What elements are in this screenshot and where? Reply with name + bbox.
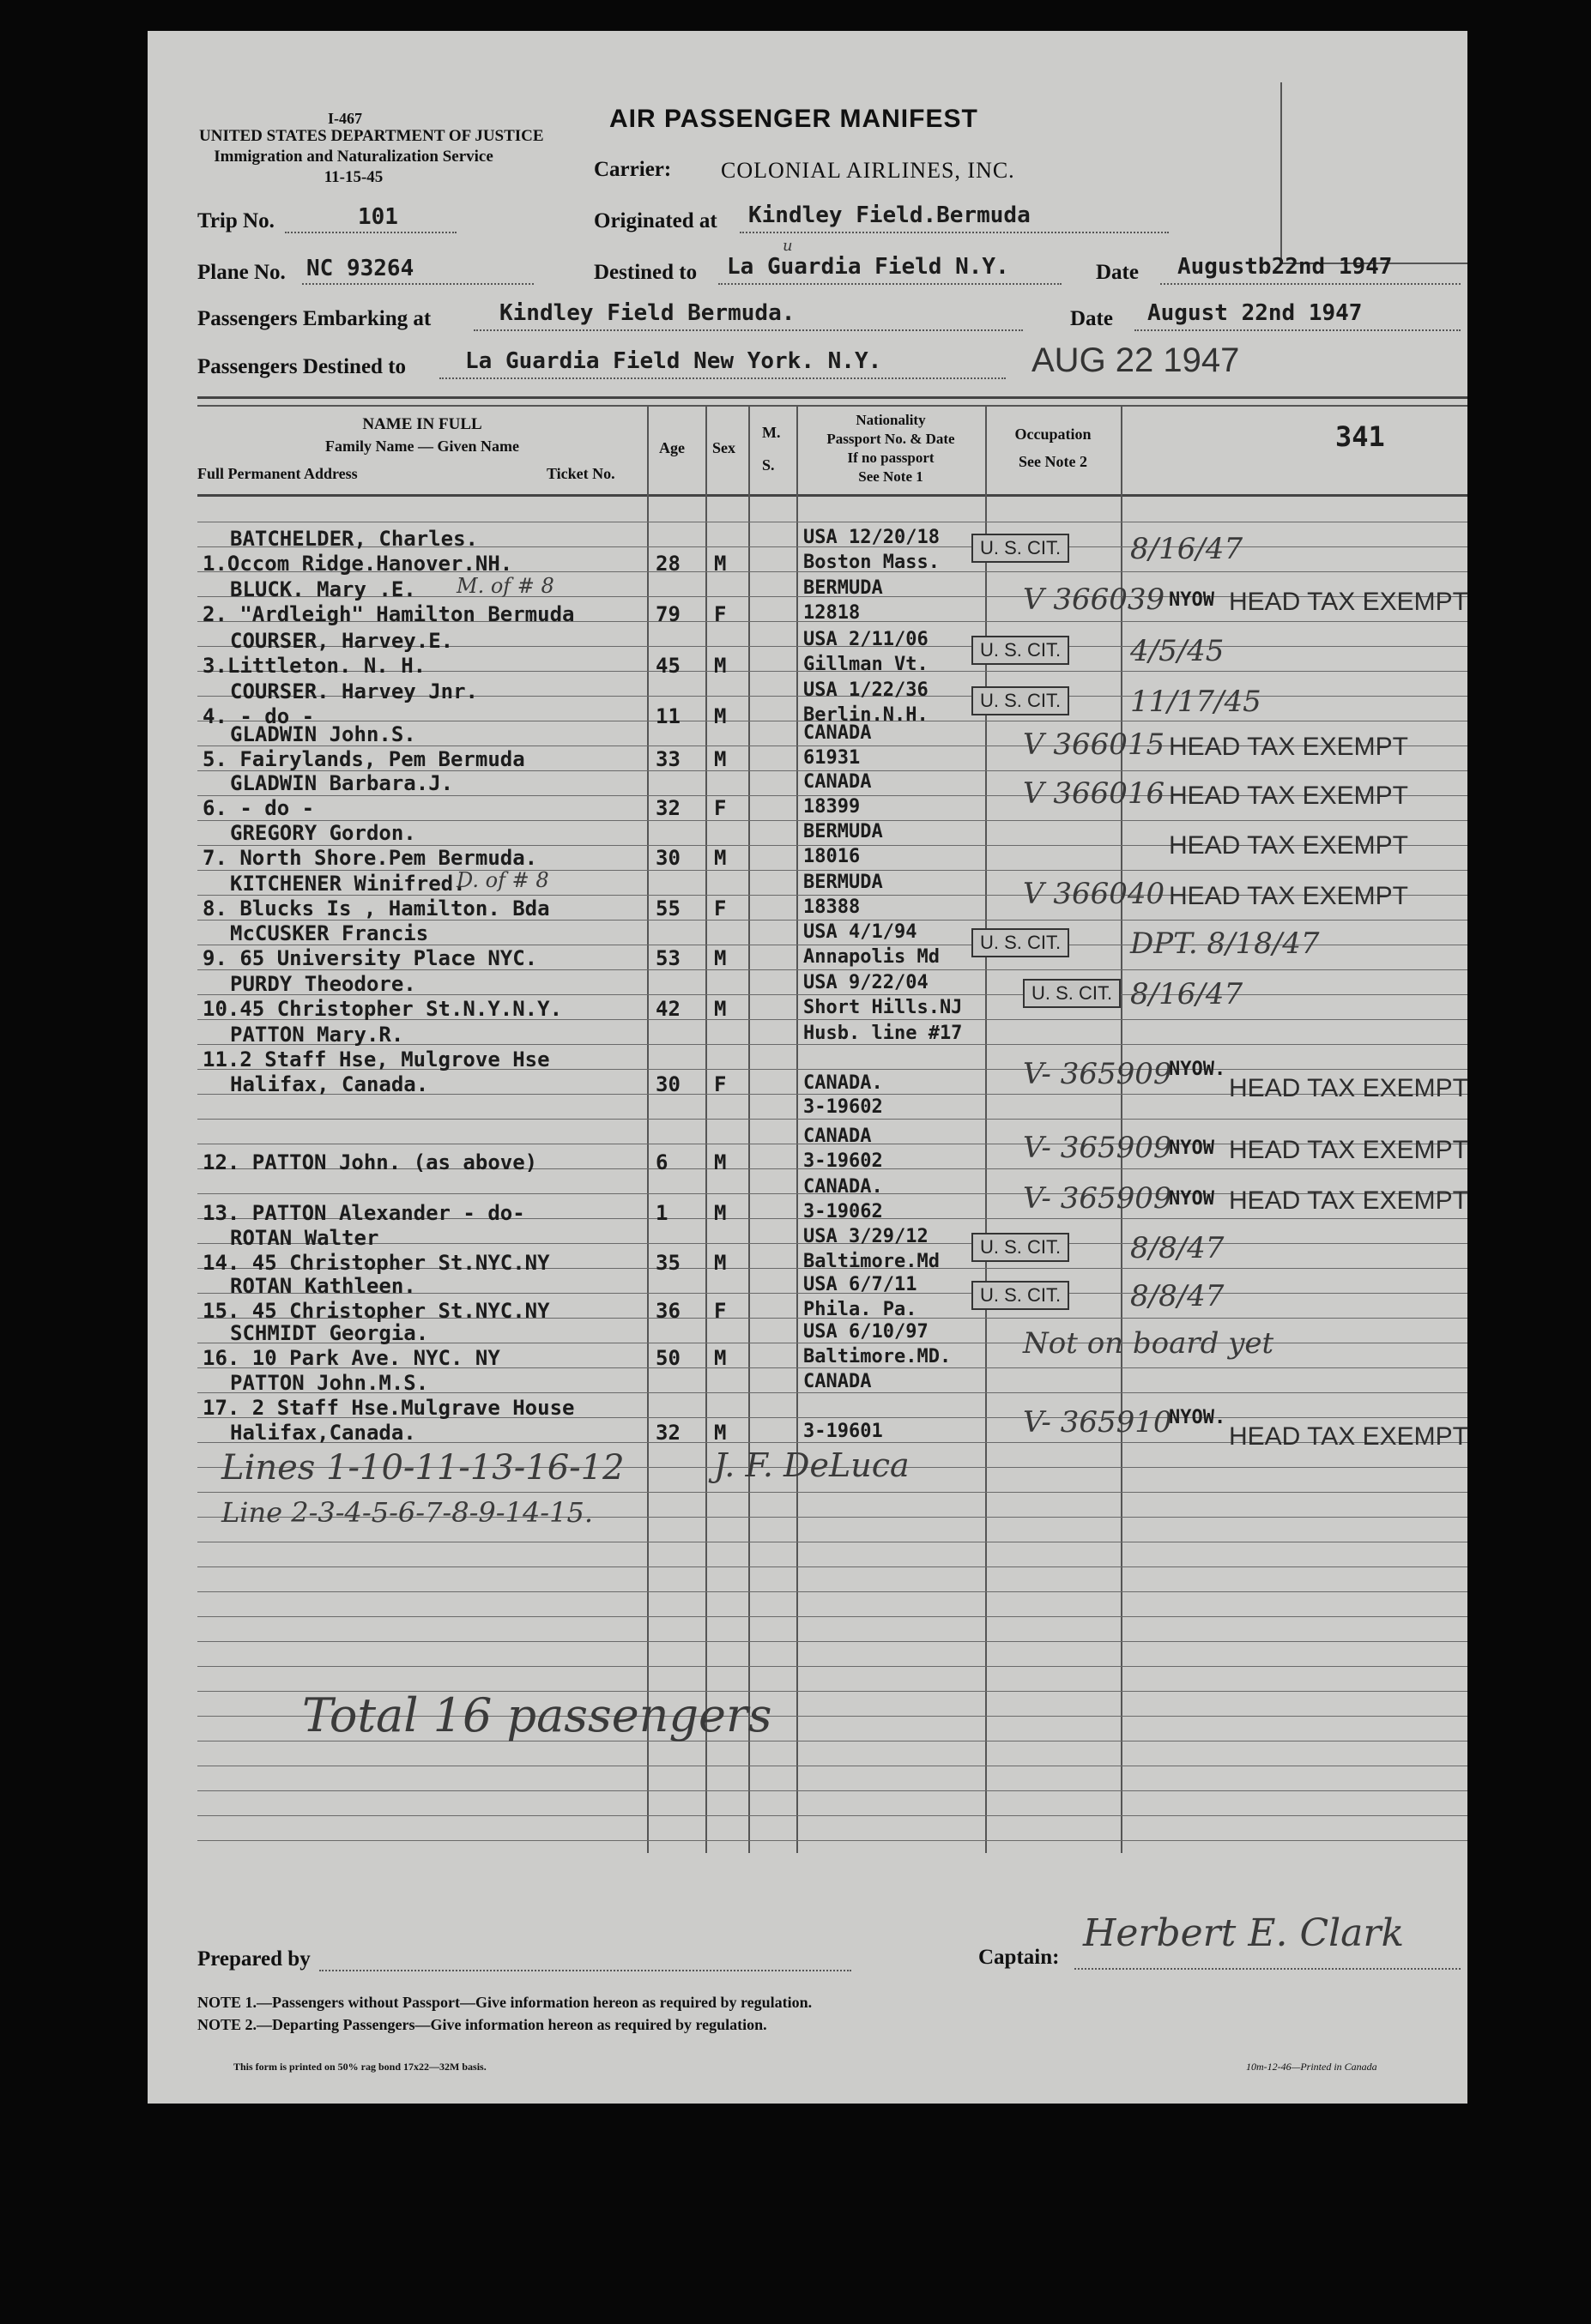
passenger-sex: F <box>714 1072 727 1096</box>
passenger-name: KITCHENER Winifred. <box>230 872 466 896</box>
col-ms: M. <box>762 424 781 441</box>
passenger-sex: M <box>714 1251 727 1275</box>
passenger-address: 17. 2 Staff Hse.Mulgrave House <box>203 1396 575 1420</box>
nationality: CANADA <box>803 1126 872 1147</box>
page-title: AIR PASSENGER MANIFEST <box>609 105 978 133</box>
passenger-name: PATTON John.M.S. <box>230 1371 429 1395</box>
handwritten-record: V 366039 <box>1023 583 1165 617</box>
prepared-underline <box>319 1970 851 1971</box>
passenger-address: 9. 65 University Place NYC. <box>203 946 538 970</box>
passenger-sex: F <box>714 602 727 626</box>
nationality: USA 6/10/97 <box>803 1321 929 1343</box>
dest-value: La Guardia Field New York. N.Y. <box>465 348 882 374</box>
passenger-age: 1 <box>656 1201 668 1225</box>
passenger-sex: M <box>714 997 727 1021</box>
passenger-sex: M <box>714 1346 727 1370</box>
destined-value: La Guardia Field N.Y. <box>727 254 1009 280</box>
print-info: This form is printed on 50% rag bond 17x22—32M basis. <box>233 2061 487 2073</box>
note-2: NOTE 2.—Departing Passengers—Give information hereon as required by regulation. <box>197 2016 767 2033</box>
nationality: BERMUDA <box>803 577 883 599</box>
nationality: CANADA <box>803 722 872 744</box>
handwritten-record: 8/16/47 <box>1130 977 1243 1011</box>
passport-info: 18016 <box>803 846 861 867</box>
handwritten-record: 8/8/47 <box>1130 1231 1225 1265</box>
passport-info: Baltimore.MD. <box>803 1346 952 1367</box>
trip-underline <box>285 232 457 233</box>
passenger-name: GLADWIN John.S. <box>230 722 416 746</box>
head-tax-exempt-stamp: HEAD TAX EXEMPT <box>1229 1422 1468 1451</box>
plane-label: Plane No. <box>197 261 286 284</box>
passenger-name: BATCHELDER, Charles. <box>230 527 478 551</box>
passport-info: 3-19602 <box>803 1150 883 1172</box>
passenger-name: SCHMIDT Georgia. <box>230 1321 429 1345</box>
ruled-line <box>197 1641 1467 1642</box>
passenger-address: 16. 10 Park Ave. NYC. NY <box>203 1346 500 1370</box>
col-divider-ms <box>748 405 750 1853</box>
plane-underline <box>302 283 534 285</box>
passenger-age: 50 <box>656 1346 681 1370</box>
ruled-line <box>197 1790 1467 1791</box>
nationality: CANADA. <box>803 1176 883 1198</box>
passenger-name: ROTAN Kathleen. <box>230 1274 416 1298</box>
passenger-age: 30 <box>656 846 681 870</box>
head-tax-exempt-stamp: HEAD TAX EXEMPT <box>1169 782 1408 810</box>
passenger-address: 11.2 Staff Hse, Mulgrove Hse <box>203 1047 550 1071</box>
col-divider-remarks <box>1121 405 1122 1853</box>
print-origin: 10m-12-46—Printed in Canada <box>1246 2061 1377 2073</box>
passenger-address: 3.Littleton. N. H. <box>203 654 426 678</box>
passenger-address: 14. 45 Christopher St.NYC.NY <box>203 1251 550 1275</box>
passenger-sex: M <box>714 704 727 728</box>
total-passengers: Total 16 passengers <box>302 1688 772 1742</box>
us-citizen-stamp: U. S. CIT. <box>1023 979 1121 1008</box>
col-sex: Sex <box>712 439 735 456</box>
passport-info: 18399 <box>803 796 861 818</box>
passenger-age: 11 <box>656 704 681 728</box>
head-tax-exempt-stamp: HEAD TAX EXEMPT <box>1229 1186 1468 1215</box>
passport-info: Short Hills.NJ <box>803 997 963 1018</box>
carrier-value: COLONIAL AIRLINES, INC. <box>721 158 1015 183</box>
trip-value: 101 <box>358 204 398 230</box>
passenger-name: PURDY Theodore. <box>230 972 416 996</box>
passenger-age: 53 <box>656 946 681 970</box>
col-divider-occ <box>985 405 987 1853</box>
passport-info: Berlin.N.H. <box>803 704 929 726</box>
passenger-sex: M <box>714 1201 727 1225</box>
col-nat4: See Note 1 <box>858 468 923 485</box>
handwritten-record: 8/8/47 <box>1130 1279 1225 1313</box>
col-divider-age <box>647 405 649 1853</box>
passenger-address: 7. North Shore.Pem Bermuda. <box>203 846 538 870</box>
nyow-note: NYOW. <box>1169 1407 1226 1428</box>
captain-signature: Herbert E. Clark <box>1083 1911 1405 1955</box>
ruled-line <box>197 1616 1467 1617</box>
passport-info: 61931 <box>803 747 861 769</box>
head-tax-exempt-stamp: HEAD TAX EXEMPT <box>1169 882 1408 910</box>
passenger-age: 30 <box>656 1072 681 1096</box>
date-underline <box>1160 283 1461 285</box>
ruled-line <box>197 1666 1467 1667</box>
passenger-name: ROTAN Walter <box>230 1226 379 1250</box>
passport-country: CANADA. <box>803 1072 883 1094</box>
passenger-address: 1.Occom Ridge.Hanover.NH. <box>203 552 513 576</box>
col-nat3: If no passport <box>847 450 935 466</box>
passenger-sex: M <box>714 747 727 771</box>
passenger-address-2: Halifax, Canada. <box>230 1072 429 1096</box>
head-tax-exempt-stamp: HEAD TAX EXEMPT <box>1229 1136 1468 1164</box>
handwritten-record: V- 365909 <box>1023 1131 1172 1165</box>
originated-label: Originated at <box>594 209 717 232</box>
handwritten-record: V 366040 <box>1023 877 1165 911</box>
nationality: BERMUDA <box>803 872 883 893</box>
passenger-sex: M <box>714 846 727 870</box>
prepared-label: Prepared by <box>197 1947 311 1971</box>
col-nat2: Passport No. & Date <box>826 431 955 447</box>
nationality: CANADA <box>803 1371 872 1392</box>
passenger-name: McCUSKER Francis <box>230 921 429 945</box>
col-address: Full Permanent Address <box>197 465 358 482</box>
relationship-note: M. of # 8 <box>457 574 554 598</box>
passenger-sex: M <box>714 552 727 576</box>
passenger-age: 32 <box>656 796 681 820</box>
passenger-name: PATTON Mary.R. <box>230 1023 404 1047</box>
originated-underline <box>740 232 1169 233</box>
passenger-age: 42 <box>656 997 681 1021</box>
page-number: 341 <box>1335 420 1385 453</box>
head-tax-exempt-stamp: HEAD TAX EXEMPT <box>1229 1074 1468 1102</box>
passenger-name: COURSER, Harvey.E. <box>230 629 454 653</box>
passenger-sex: M <box>714 946 727 970</box>
ruled-line <box>197 1566 1467 1567</box>
manifest-sheet <box>148 31 1467 2104</box>
captain-underline <box>1074 1968 1461 1970</box>
lines-annotation-2: Line 2-3-4-5-6-7-8-9-14-15. <box>221 1496 593 1529</box>
col-divider-nat <box>796 405 798 1853</box>
embarking-underline <box>474 329 1023 331</box>
passenger-address: 10.45 Christopher St.N.Y.N.Y. <box>203 997 563 1021</box>
dest-label: Passengers Destined to <box>197 355 407 378</box>
passenger-sex: F <box>714 896 727 921</box>
ruled-line <box>197 1815 1467 1816</box>
passenger-address: 12. PATTON John. (as above) <box>203 1150 538 1174</box>
passenger-sex: F <box>714 796 727 820</box>
nyow-note: NYOW <box>1169 589 1214 611</box>
col-name-sub: Family Name — Given Name <box>325 438 519 455</box>
head-tax-exempt-stamp: HEAD TAX EXEMPT <box>1229 588 1468 616</box>
ruled-line <box>197 870 1467 871</box>
col-name-title: NAME IN FULL <box>362 415 482 433</box>
date-value: Augustb22nd 1947 <box>1177 254 1393 280</box>
passport-info: 12818 <box>803 602 861 624</box>
embarking-value: Kindley Field Bermuda. <box>499 300 796 326</box>
passenger-age: 32 <box>656 1421 681 1445</box>
us-citizen-stamp: U. S. CIT. <box>971 534 1069 563</box>
passenger-age: 28 <box>656 552 681 576</box>
us-citizen-stamp: U. S. CIT. <box>971 928 1069 957</box>
col-nat1: Nationality <box>856 412 926 428</box>
handwritten-record: 8/16/47 <box>1130 532 1243 566</box>
passport-number: 3-19602 <box>803 1096 883 1118</box>
nationality: USA 4/1/94 <box>803 921 917 943</box>
passenger-age: 36 <box>656 1299 681 1323</box>
captain-label: Captain: <box>978 1946 1060 1969</box>
passenger-sex: M <box>714 654 727 678</box>
embarking-label: Passengers Embarking at <box>197 307 432 330</box>
ruled-line <box>197 1492 1467 1493</box>
form-date: 11-15-45 <box>324 168 384 186</box>
corner-box-left <box>1280 82 1282 263</box>
nationality: USA 1/22/36 <box>803 679 929 701</box>
plane-value: NC 93264 <box>306 256 414 281</box>
handwritten-record: V 366016 <box>1023 776 1165 811</box>
ruled-line <box>197 1840 1467 1841</box>
nationality: USA 9/22/04 <box>803 972 929 993</box>
col-occ1: Occupation <box>1014 426 1092 443</box>
form-number: I-467 <box>328 110 362 127</box>
passenger-age: 45 <box>656 654 681 678</box>
nationality: BERMUDA <box>803 821 883 842</box>
nationality: USA 12/20/18 <box>803 527 940 548</box>
date2-label: Date <box>1070 307 1113 330</box>
passenger-sex: M <box>714 1421 727 1445</box>
passenger-address: 6. - do - <box>203 796 315 820</box>
passport-country: 3-19601 <box>803 1421 883 1442</box>
note-1: NOTE 1.—Passengers without Passport—Give information hereon as required by regulation. <box>197 1994 813 2011</box>
handwritten-record: V 366015 <box>1023 727 1165 762</box>
nationality: Husb. line #17 <box>803 1023 963 1044</box>
passenger-age: 6 <box>656 1150 668 1174</box>
date2-underline <box>1134 329 1461 331</box>
nationality: USA 6/7/11 <box>803 1274 917 1295</box>
passport-info: Annapolis Md <box>803 946 940 968</box>
passenger-address: 13. PATTON Alexander - do- <box>203 1201 525 1225</box>
destined-label: Destined to <box>594 261 698 284</box>
ruled-line <box>197 1591 1467 1592</box>
passenger-address-2: Halifax,Canada. <box>230 1421 416 1445</box>
passport-info: 3-19062 <box>803 1201 883 1222</box>
nationality: USA 3/29/12 <box>803 1226 929 1247</box>
head-tax-exempt-stamp: HEAD TAX EXEMPT <box>1169 733 1408 761</box>
col-divider-sex <box>705 405 707 1853</box>
passenger-address: 2. "Ardleigh" Hamilton Bermuda <box>203 602 575 626</box>
handwritten-record: V- 365909 <box>1023 1181 1172 1216</box>
table-top-rule2 <box>197 405 1467 407</box>
passport-info: Boston Mass. <box>803 552 940 573</box>
head-tax-exempt-stamp: HEAD TAX EXEMPT <box>1169 831 1408 860</box>
us-citizen-stamp: U. S. CIT. <box>971 1233 1069 1262</box>
nyow-note: NYOW <box>1169 1188 1214 1210</box>
passenger-age: 55 <box>656 896 681 921</box>
col-ticket: Ticket No. <box>547 465 615 482</box>
passport-info: Phila. Pa. <box>803 1299 917 1320</box>
destined-insert: u <box>783 237 793 255</box>
date-stamp: AUG 22 1947 <box>1031 341 1240 379</box>
handwritten-record: DPT. 8/18/47 <box>1130 927 1320 961</box>
trip-label: Trip No. <box>197 209 275 232</box>
handwritten-record: 4/5/45 <box>1130 634 1225 668</box>
relationship-note: D. of # 8 <box>457 868 549 892</box>
us-citizen-stamp: U. S. CIT. <box>971 686 1069 715</box>
passport-info: 18388 <box>803 896 861 918</box>
service: Immigration and Naturalization Service <box>214 148 493 166</box>
department: UNITED STATES DEPARTMENT OF JUSTICE <box>199 127 544 145</box>
passenger-age: 35 <box>656 1251 681 1275</box>
handwritten-record: 11/17/45 <box>1130 685 1261 719</box>
destined-underline <box>718 283 1062 285</box>
dest-underline <box>439 377 1006 379</box>
passenger-name: GREGORY Gordon. <box>230 821 416 845</box>
passenger-name: BLUCK. Mary .E. <box>230 577 416 601</box>
col-ms2: S. <box>762 456 775 474</box>
nyow-note: NYOW. <box>1169 1059 1226 1080</box>
us-citizen-stamp: U. S. CIT. <box>971 636 1069 665</box>
nyow-note: NYOW <box>1169 1138 1214 1159</box>
passenger-address: 15. 45 Christopher St.NYC.NY <box>203 1299 550 1323</box>
table-header-rule <box>197 494 1467 497</box>
col-occ2: See Note 2 <box>1019 453 1087 470</box>
date-label: Date <box>1096 261 1139 284</box>
passenger-age: 79 <box>656 602 681 626</box>
handwritten-record: V- 365910 <box>1023 1405 1172 1440</box>
passenger-address: 4. - do - <box>203 704 315 728</box>
passenger-name: GLADWIN Barbara.J. <box>230 771 454 795</box>
ruled-line <box>197 1119 1467 1120</box>
passport-info: Gillman Vt. <box>803 654 929 675</box>
deluca-signature: J. F. DeLuca <box>714 1446 910 1484</box>
passport-info: Baltimore.Md <box>803 1251 940 1272</box>
originated-value: Kindley Field.Bermuda <box>748 202 1031 228</box>
lines-annotation-1: Lines 1-10-11-13-16-12 <box>221 1448 625 1488</box>
carrier-label: Carrier: <box>594 158 672 181</box>
handwritten-record: V- 365909 <box>1023 1057 1172 1091</box>
handwritten-record: Not on board yet <box>1023 1326 1274 1361</box>
date2-value: August 22nd 1947 <box>1147 300 1363 326</box>
us-citizen-stamp: U. S. CIT. <box>971 1281 1069 1310</box>
passenger-name: COURSER. Harvey Jnr. <box>230 679 478 703</box>
passenger-sex: F <box>714 1299 727 1323</box>
col-age: Age <box>659 439 685 456</box>
passenger-sex: M <box>714 1150 727 1174</box>
nationality: CANADA <box>803 771 872 793</box>
passenger-address: 8. Blucks Is , Hamilton. Bda <box>203 896 550 921</box>
passenger-age: 33 <box>656 747 681 771</box>
table-top-rule <box>197 396 1467 399</box>
nationality: USA 2/11/06 <box>803 629 929 650</box>
passenger-address: 5. Fairylands, Pem Bermuda <box>203 747 525 771</box>
